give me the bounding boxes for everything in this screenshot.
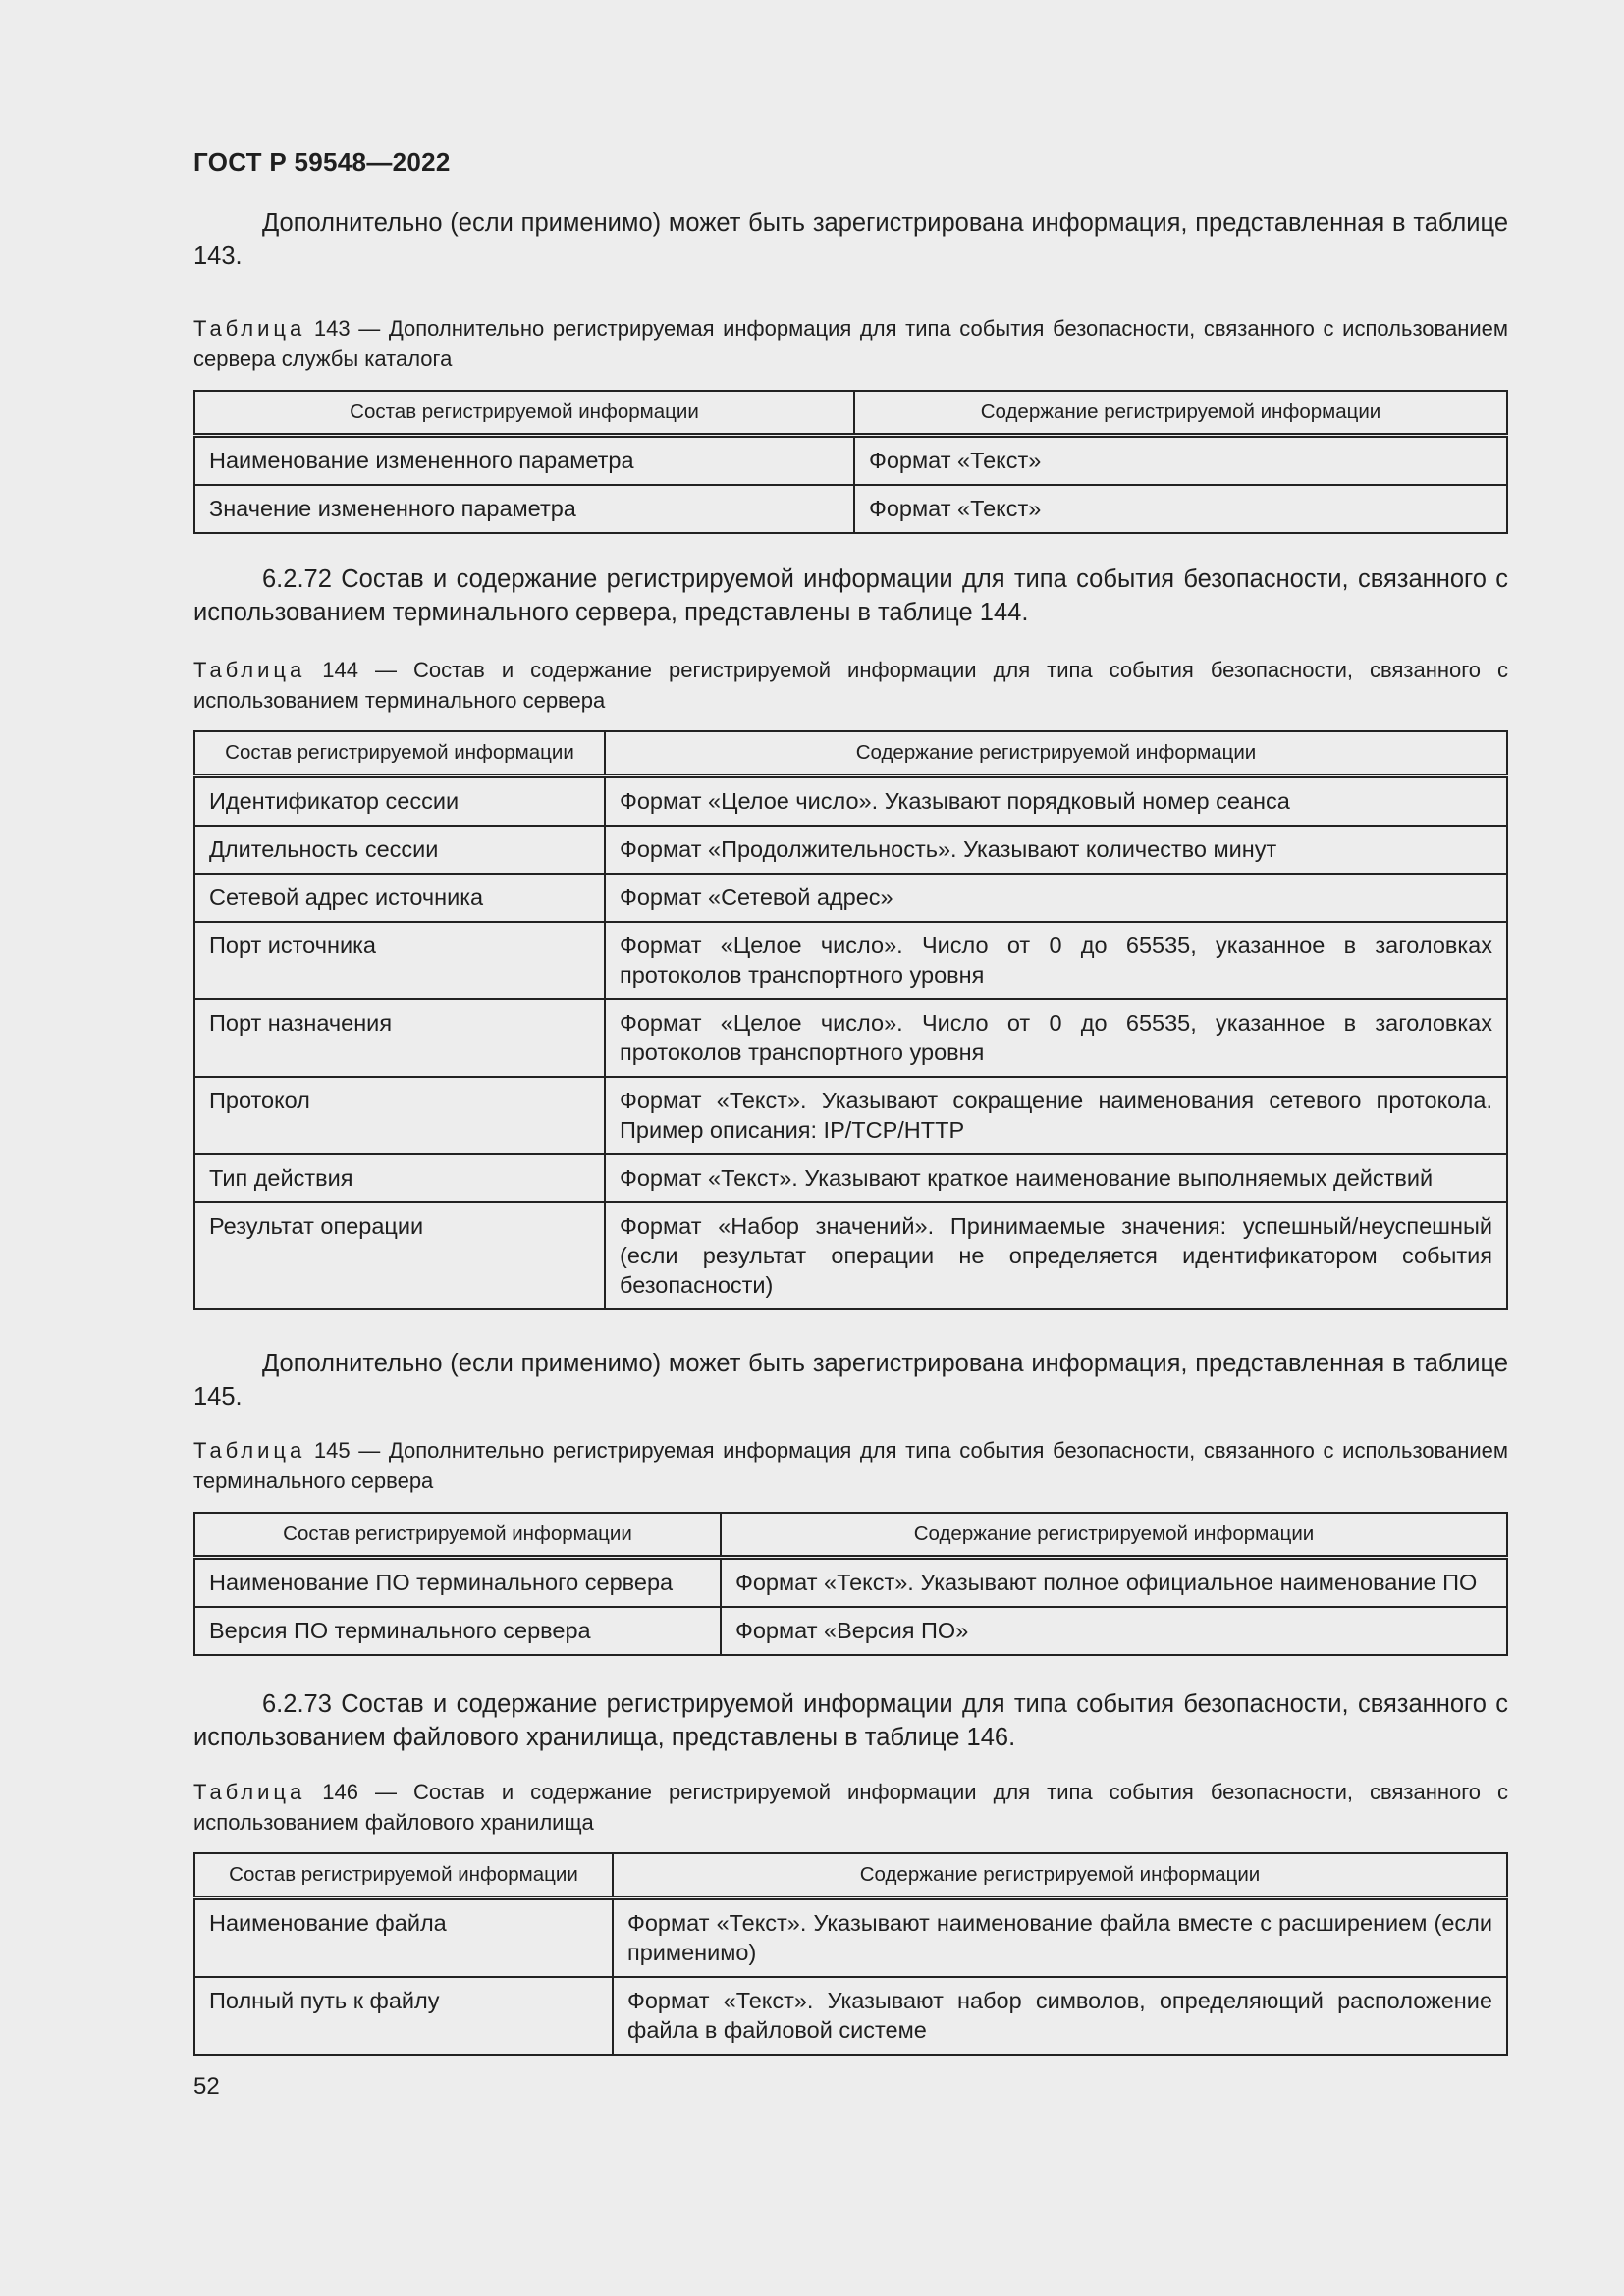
table-row — [194, 874, 1507, 922]
caption-word: Таблица — [193, 1780, 306, 1804]
table-cell: Наименование ПО терминального сервера — [194, 1558, 721, 1608]
table-cell: Формат «Сетевой адрес» — [605, 874, 1507, 922]
paragraph-intro-145: Дополнительно (если применимо) может быть зарегистрирована информация, представленная в таблице 145. — [193, 1350, 1508, 1411]
table-cell: Формат «Целое число». Число от 0 до 65535, указанное в заголовках протоколов транспортного уровня — [605, 922, 1507, 999]
table-row — [194, 1077, 1507, 1154]
table-cell: Формат «Целое число». Число от 0 до 65535, указанное в заголовках протоколов транспортного уровня — [605, 999, 1507, 1077]
column-header: Содержание регистрируемой информации — [854, 391, 1507, 436]
table-cell: Формат «Текст» — [854, 436, 1507, 486]
table-row — [194, 1977, 1507, 2055]
table-cell: Формат «Текст». Указывают набор символов, определяющий расположение файла в файловой системе — [613, 1977, 1507, 2055]
table-row — [194, 485, 1507, 533]
table-146-caption — [193, 1777, 1508, 1838]
caption-word: Таблица — [193, 658, 306, 682]
table-header-row — [194, 391, 1507, 436]
table-cell: Формат «Текст». Указывают краткое наименование выполняемых действий — [605, 1154, 1507, 1202]
paragraph-6-2-72: 6.2.72 Состав и содержание регистрируемой информации для типа события безопасности, связанного с использованием терминального сервера, представлены в таблице 144. — [193, 565, 1508, 626]
column-header: Состав регистрируемой информации — [194, 1853, 613, 1898]
table-cell: Результат операции — [194, 1202, 605, 1309]
table-144-caption — [193, 655, 1508, 716]
caption-text: 145 — Дополнительно регистрируемая информация для типа события безопасности, связанного с использованием терминального сервера — [193, 1438, 1508, 1493]
paragraph-intro-143: Дополнительно (если применимо) может быть зарегистрирована информация, представленная в таблице 143. — [193, 209, 1508, 270]
table-cell: Сетевой адрес источника — [194, 874, 605, 922]
table-cell: Наименование измененного параметра — [194, 436, 854, 486]
table-cell: Порт назначения — [194, 999, 605, 1077]
table-cell: Формат «Текст» — [854, 485, 1507, 533]
column-header: Содержание регистрируемой информации — [613, 1853, 1507, 1898]
document-header: ГОСТ Р 59548—2022 — [193, 147, 451, 177]
table-cell: Протокол — [194, 1077, 605, 1154]
table-row — [194, 1898, 1507, 1978]
paragraph-6-2-73: 6.2.73 Состав и содержание регистрируемой информации для типа события безопасности, связанного с использованием файлового хранилища, представлены в таблице 146. — [193, 1690, 1508, 1751]
table-row — [194, 436, 1507, 486]
column-header: Содержание регистрируемой информации — [721, 1513, 1507, 1558]
table-row — [194, 826, 1507, 874]
caption-word: Таблица — [193, 1438, 306, 1463]
caption-text: 143 — Дополнительно регистрируемая информация для типа события безопасности, связанного с использованием сервера службы каталога — [193, 316, 1508, 371]
table-cell: Тип действия — [194, 1154, 605, 1202]
table-row — [194, 999, 1507, 1077]
table-header-row — [194, 1853, 1507, 1898]
column-header: Состав регистрируемой информации — [194, 731, 605, 776]
caption-text: 144 — Состав и содержание регистрируемой информации для типа события безопасности, связанного с использованием терминального сервера — [193, 658, 1508, 713]
table-row — [194, 1202, 1507, 1309]
table-row — [194, 922, 1507, 999]
table-cell: Полный путь к файлу — [194, 1977, 613, 2055]
table-143 — [193, 390, 1508, 534]
caption-word: Таблица — [193, 316, 306, 341]
column-header: Содержание регистрируемой информации — [605, 731, 1507, 776]
table-145-caption — [193, 1435, 1508, 1496]
table-cell: Формат «Продолжительность». Указывают количество минут — [605, 826, 1507, 874]
table-cell: Формат «Целое число». Указывают порядковый номер сеанса — [605, 776, 1507, 827]
table-header-row — [194, 731, 1507, 776]
table-cell: Длительность сессии — [194, 826, 605, 874]
table-cell: Формат «Набор значений». Принимаемые значения: успешный/неуспешный (если результат операции не определяется идентификатором события безопасности) — [605, 1202, 1507, 1309]
caption-text: 146 — Состав и содержание регистрируемой информации для типа события безопасности, связанного с использованием файлового хранилища — [193, 1780, 1508, 1835]
column-header: Состав регистрируемой информации — [194, 1513, 721, 1558]
table-row — [194, 1558, 1507, 1608]
table-146 — [193, 1852, 1508, 2056]
table-header-row — [194, 1513, 1507, 1558]
table-143-caption — [193, 313, 1508, 374]
column-header: Состав регистрируемой информации — [194, 391, 854, 436]
table-cell: Версия ПО терминального сервера — [194, 1607, 721, 1655]
page-number: 52 — [193, 2073, 220, 2100]
table-cell: Формат «Версия ПО» — [721, 1607, 1507, 1655]
table-row — [194, 1607, 1507, 1655]
table-cell: Значение измененного параметра — [194, 485, 854, 533]
table-cell: Порт источника — [194, 922, 605, 999]
table-row — [194, 776, 1507, 827]
table-145 — [193, 1512, 1508, 1656]
table-cell: Формат «Текст». Указывают сокращение наименования сетевого протокола. Пример описания: IP/TCP/HTTP — [605, 1077, 1507, 1154]
table-cell: Формат «Текст». Указывают наименование файла вместе с расширением (если применимо) — [613, 1898, 1507, 1978]
table-cell: Идентификатор сессии — [194, 776, 605, 827]
table-cell: Формат «Текст». Указывают полное официальное наименование ПО — [721, 1558, 1507, 1608]
table-144 — [193, 730, 1508, 1310]
table-row — [194, 1154, 1507, 1202]
table-cell: Наименование файла — [194, 1898, 613, 1978]
